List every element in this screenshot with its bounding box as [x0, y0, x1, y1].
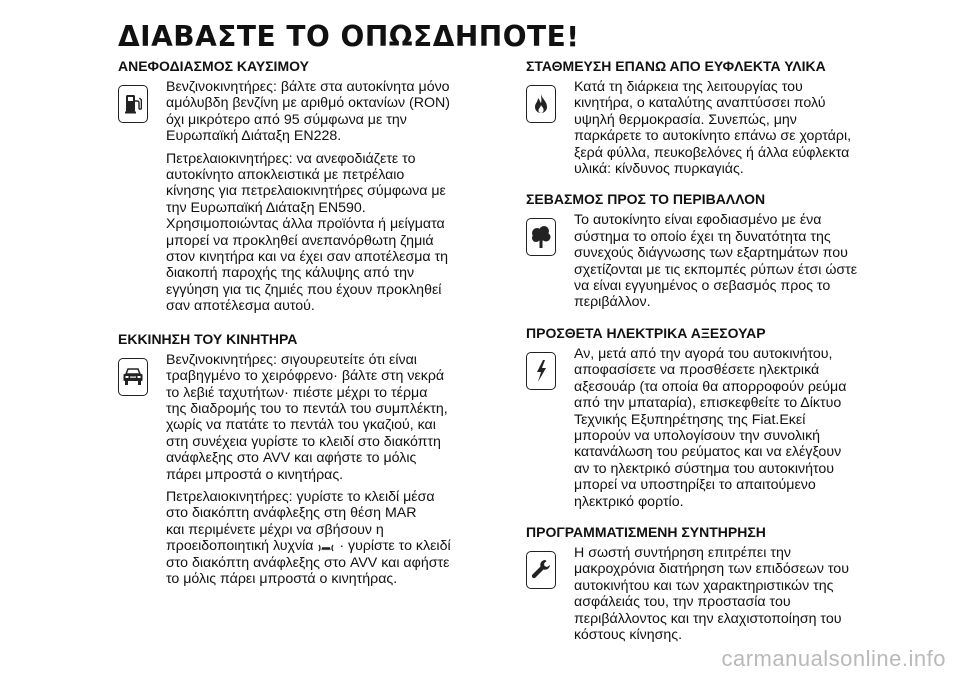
glow-plug-icon	[317, 541, 335, 551]
lightning-icon	[526, 352, 556, 390]
parking-row	[526, 79, 918, 183]
start-petrol-text: Βενζινοκινητήρες: σιγουρευτείτε ότι είναι τραβηγμένο το χειρόφρενο· βάλτε στη νεκρά το λεβιέ ταχυτήτων· πιέστε μέχρι το τέρμα της διαδρομής του το πεντάλ του συμπλέκτη, χωρίς να πατάτε το πεντάλ του γκαζιού, και στη συνέχεια γυρίστε το κλειδί στο διακόπτη ανάφλεξης στο AVV και αφήστε το μόλις πάρει μπροστά ο κινητήρας.	[166, 351, 448, 483]
start-diesel-text	[166, 489, 510, 587]
refuel-row	[118, 79, 510, 321]
refuel-petrol-text: Βενζινοκινητήρες: βάλτε στα αυτοκίνητα μόνο αμόλυβδη βενζίνη με αριθμό οκτανίων (RON) όχι μικρότερο από 95 σύμφωνα με την Ευρωπαϊκή Διάταξη EN228.	[166, 79, 450, 145]
parking-section	[526, 58, 918, 183]
page-title: ΔΙΑΒΑΣΤΕ ΤΟ ΟΠΩΣΔΗΠΟΤΕ!	[118, 20, 580, 53]
electric-accessories-row	[526, 346, 918, 516]
parking-text: Κατά τη διάρκεια της λειτουργίας του κινητήρα, ο καταλύτης αναπτύσσει πολύ υψηλή θερμοκρασία. Συνεπώς, μην παρκάρετε το αυτοκίνητο επάνω σε χορτάρι, ξερά φύλλα, πευκοβελόνες ή άλλα εύφλεκτα υλικά: κίνδυνος πυρκαγιάς.	[574, 79, 852, 178]
environment-text: Το αυτοκίνητο είναι εφοδιασμένο με ένα σύστημα το οποίο έχει τη δυνατότητα της συνεχούς διάγνωσης των εξαρτημάτων που σχετίζονται με τις εκπομπές ρύπων έτσι ώστε να είναι εγγυημένος ο σεβασμός προς το περιβάλλον.	[574, 212, 858, 311]
refuel-diesel-text: Πετρελαιοκινητήρες: να ανεφοδιάζετε το αυτοκίνητο αποκλειστικά με πετρέλαιο κίνησης για πετρελαιοκινητήρες σύμφωνα με την Ευρωπαϊκή Διάταξη EN590. Χρησιμοποιώντας άλλα προϊόντα ή μείγματα μπορεί να προκληθεί ανεπανόρθωτη ζημιά στον κινητήρα και να έχει σαν αποτέλεσμα τη διακοπή παροχής της κάλυψης από την εγγύηση για τις ζημιές που έχουν προκληθεί σαν αποτέλεσμα αυτού.	[166, 150, 449, 315]
start-engine-section	[118, 331, 510, 594]
electric-accessories-texts	[574, 346, 918, 516]
refuel-section	[118, 58, 510, 321]
environment-section	[526, 191, 918, 316]
electric-accessories-text: Αν, μετά από την αγορά του αυτοκινήτου, αποφασίσετε να προσθέσετε ηλεκτρικά αξεσουάρ (τα οποία θα απορροφούν ρεύμα από την μπαταρία), επισκεφθείτε το Δίκτυο Τεχνικής Εξυπηρέτησης της Fiat.Εκεί μπορούν να υπολογίσουν την συνολική κατανάλωση του ρεύματος και να ελέγξουν αν το ηλεκτρικό σύστημα του αυτοκινήτου μπορεί να υποστηρίξει το απαιτούμενο ηλεκτρικό φορτίο.	[574, 345, 847, 510]
flame-icon	[526, 85, 556, 123]
maintenance-section	[526, 524, 918, 649]
environment-texts	[574, 212, 918, 316]
electric-accessories-heading: ΠΡΟΣΘΕΤΑ ΗΛΕΚΤΡΙΚΑ ΑΞΕΣΟΥΑΡ	[526, 324, 766, 341]
watermark: carmanualsonline.info	[721, 646, 946, 671]
maintenance-text: Η σωστή συντήρηση επιτρέπει την μακροχρόνια διατήρηση των επιδόσεων του αυτοκινήτου και των χαρακτηριστικών της ασφάλειάς του, την προστασία του περιβάλλοντος και την ελαχιστοποίηση του κόστους κίνησης.	[574, 544, 849, 643]
tree-icon	[526, 218, 556, 256]
start-engine-row	[118, 352, 510, 594]
environment-row	[526, 212, 918, 316]
environment-heading: ΣΕΒΑΣΜΟΣ ΠΡΟΣ ΤΟ ΠΕΡΙΒΑΛΛΟΝ	[526, 191, 766, 208]
start-engine-heading: ΕΚΚΙΝΗΣΗ ΤΟΥ ΚΙΝΗΤΗΡΑ	[118, 330, 298, 347]
refuel-texts	[166, 79, 510, 321]
parking-texts	[574, 79, 918, 183]
parking-heading: ΣΤΑΘΜΕΥΣΗ ΕΠΑΝΩ ΑΠΟ ΕΥΦΛΕΚΤΑ ΥΛΙΚΑ	[526, 58, 826, 74]
electric-accessories-section	[526, 325, 918, 516]
refuel-heading: ΑΝΕΦΟΔΙΑΣΜΟΣ ΚΑΥΣΙΜΟΥ	[118, 58, 309, 74]
start-engine-texts	[166, 352, 510, 594]
maintenance-heading: ΠΡΟΓΡΑΜΜΑΤΙΣΜΕΝΗ ΣΥΝΤΗΡΗΣΗ	[526, 523, 766, 540]
start-diesel-text-part2: · γυρίστε το κλειδί στο διακόπτη ανάφλεξης στο AVV και αφήστε το μόλις πάρει μπροστά ο κινητήρας.	[166, 538, 451, 587]
fuel-pump-icon	[118, 85, 148, 123]
wrench-icon	[526, 551, 556, 589]
maintenance-row	[526, 545, 918, 649]
maintenance-texts	[574, 545, 918, 649]
start-diesel-text-part1: Πετρελαιοκινητήρες: γυρίστε το κλειδί μέσα στο διακόπτη ανάφλεξης στη θέση MAR και περιμένετε μέχρι να σβήσουν η προειδοποιητική λυχνία	[166, 488, 435, 555]
right-column	[526, 58, 918, 649]
car-front-icon	[118, 358, 148, 396]
left-column	[118, 58, 510, 593]
